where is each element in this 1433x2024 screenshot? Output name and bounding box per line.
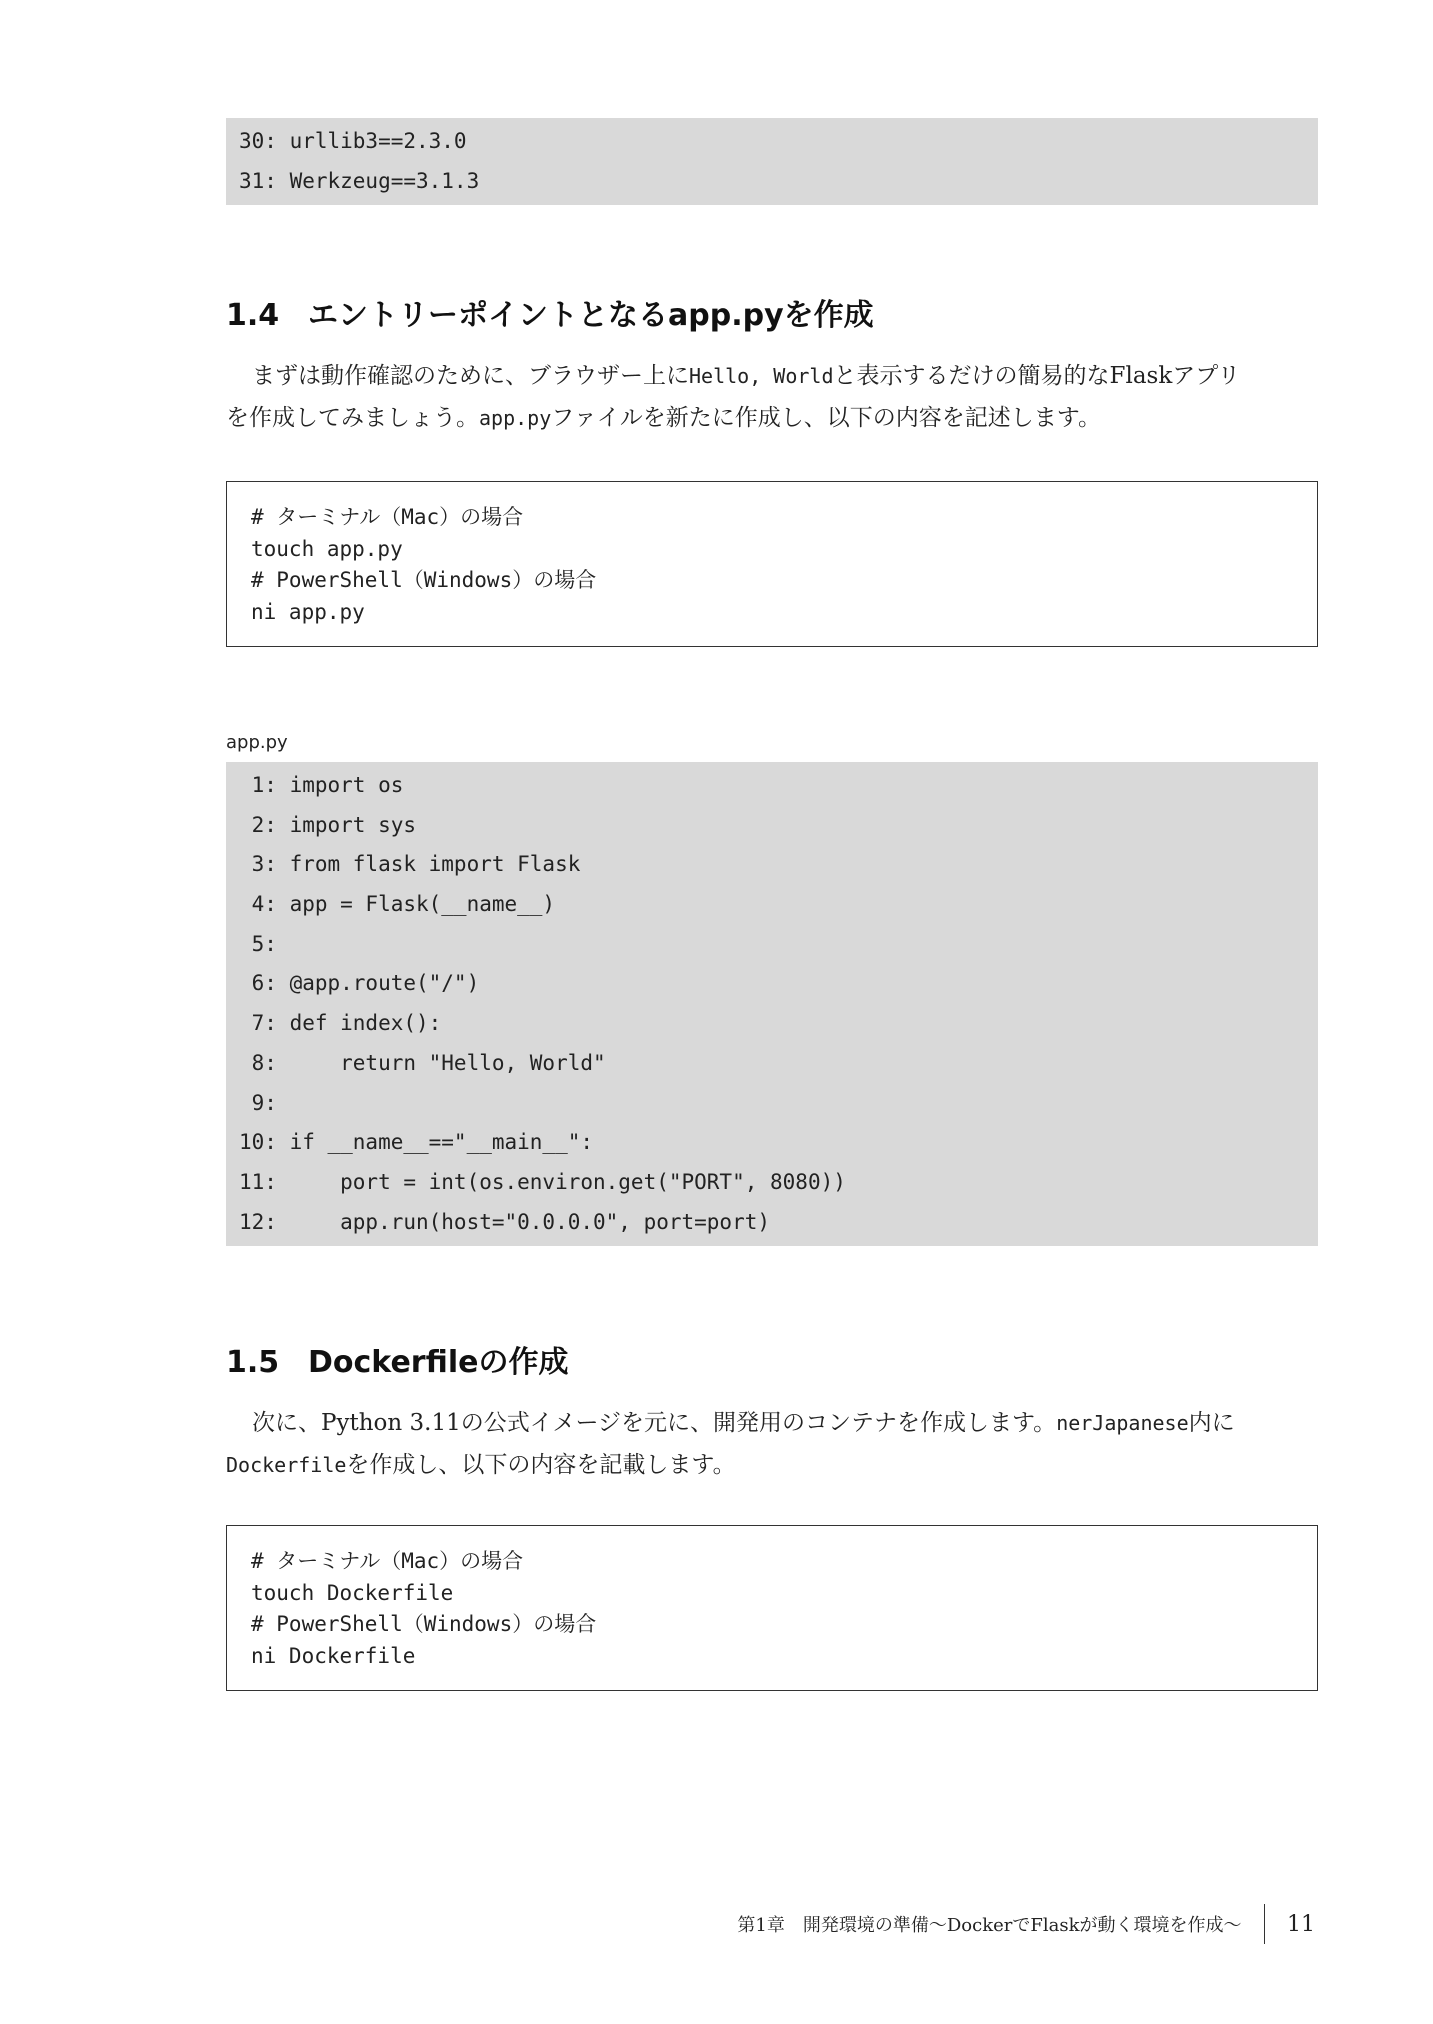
code-line: 6: @app.route("/") — [239, 971, 480, 996]
paragraph-line — [226, 1444, 1318, 1486]
section-number: 1.4 — [226, 298, 280, 333]
code-line: 10: if __name__=="__main__": — [239, 1130, 594, 1155]
code-line: 5: — [239, 931, 277, 956]
section-heading-1-5 — [226, 1337, 568, 1381]
code-line: touch Dockerfile — [251, 1580, 454, 1605]
code-line: # PowerShell（Windows）の場合 — [251, 568, 597, 592]
text-run: ファイルを新たに作成し、以下の内容を記述します。 — [551, 405, 1101, 431]
text-run: と表示するだけの簡易的なFlaskアプリ — [833, 363, 1241, 389]
code-line: 11: port = int(os.environ.get("PORT", 8080)) — [239, 1169, 846, 1194]
inline-code: nerJapanese — [1056, 1411, 1189, 1435]
code-line: touch app.py — [251, 536, 403, 561]
inline-code: app.py — [479, 406, 552, 430]
text-run: まずは動作確認のために、ブラウザー上に — [252, 363, 689, 389]
code-line: # ターミナル（Mac）の場合 — [251, 505, 524, 529]
code-line: 8: return "Hello, World" — [239, 1050, 606, 1075]
section-1-4-paragraph — [226, 355, 1318, 439]
paragraph-line — [226, 397, 1318, 439]
code-line: 4: app = Flask(__name__) — [239, 892, 556, 917]
code-line: # PowerShell（Windows）の場合 — [251, 1612, 597, 1636]
terminal-command-block — [226, 481, 1318, 647]
paragraph-line — [226, 1402, 1318, 1444]
code-line: 3: from flask import Flask — [239, 852, 581, 877]
requirements-code-block — [226, 118, 1318, 205]
code-line: 12: app.run(host="0.0.0.0", port=port) — [239, 1209, 771, 1234]
inline-code: Hello, World — [689, 364, 834, 388]
section-title: Dockerfileの作成 — [308, 1345, 569, 1380]
code-line: 1: import os — [239, 773, 404, 797]
code-line: # ターミナル（Mac）の場合 — [251, 1549, 524, 1573]
section-title: エントリーポイントとなるapp.pyを作成 — [308, 298, 874, 333]
terminal-command-block — [226, 1525, 1318, 1691]
text-run: を作成し、以下の内容を記載します。 — [346, 1452, 736, 1478]
code-line: 30: urllib3==2.3.0 — [239, 129, 467, 153]
running-title: 第1章 開発環境の準備〜DockerでFlaskが動く環境を作成〜 — [737, 1915, 1242, 1936]
page-footer — [737, 1906, 1315, 1942]
inline-code: Dockerfile — [226, 1453, 347, 1477]
code-line: ni app.py — [251, 599, 365, 624]
text-run: 次に、Python 3.11の公式イメージを元に、開発用のコンテナを作成します。 — [252, 1410, 1057, 1436]
code-line: 31: Werkzeug==3.1.3 — [239, 168, 480, 193]
page-number: 11 — [1287, 1911, 1315, 1937]
footer-divider — [1264, 1904, 1266, 1944]
text-run: を作成してみましょう。 — [226, 405, 479, 431]
code-line: 2: import sys — [239, 812, 417, 837]
code-line: 9: — [239, 1090, 277, 1115]
paragraph-line — [226, 355, 1318, 397]
app-py-code-block — [226, 762, 1318, 1246]
text-run: 内に — [1188, 1410, 1235, 1436]
code-caption: app.py — [226, 732, 288, 753]
code-line: 7: def index(): — [239, 1011, 442, 1036]
section-heading-1-4 — [226, 290, 874, 334]
code-line: ni Dockerfile — [251, 1643, 416, 1668]
section-1-5-paragraph — [226, 1402, 1318, 1486]
section-number: 1.5 — [226, 1345, 280, 1380]
